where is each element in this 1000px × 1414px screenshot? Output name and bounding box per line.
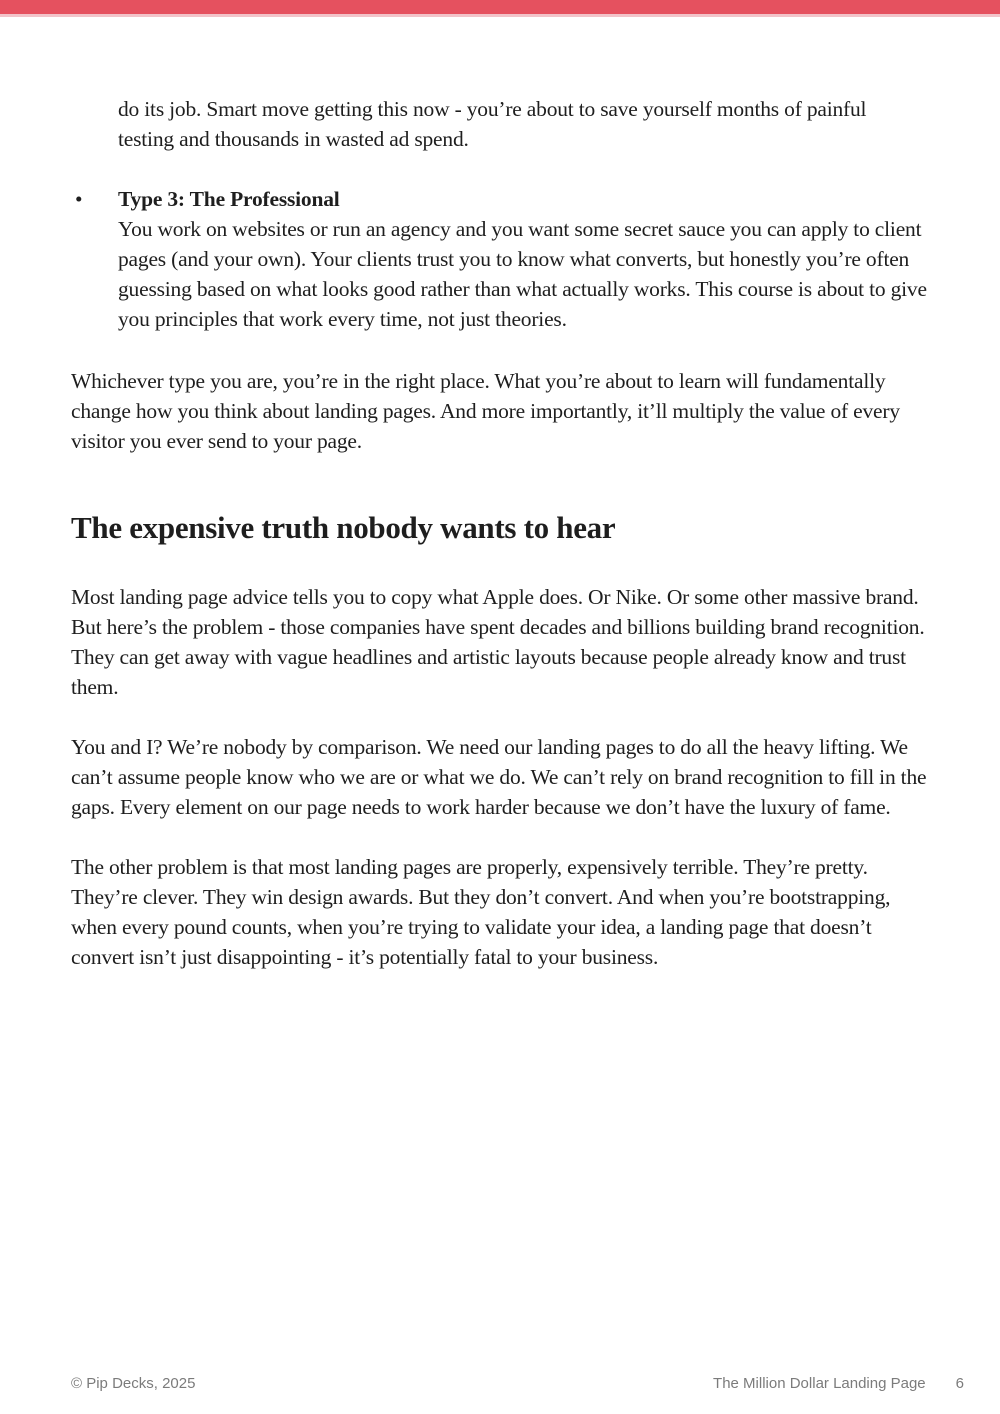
continuation-paragraph: do its job. Smart move getting this now - you’re about to save yourself months of painful testing and thousands in wasted ad spend. bbox=[118, 97, 867, 151]
bullet-item-type-3 bbox=[71, 184, 931, 334]
paragraph-you-and-i: You and I? We’re nobody by comparison. We need our landing pages to do all the heavy lifting. We can’t assume people know who we are or what we do. We can’t rely on brand recognition to fill in the gaps. Every element on our page needs to work harder because we don’t have the luxury of fame. bbox=[71, 735, 927, 819]
page-content bbox=[71, 94, 931, 1002]
section-heading: The expensive truth nobody wants to hear bbox=[71, 510, 616, 545]
footer-document-title: The Million Dollar Landing Page bbox=[713, 1375, 926, 1392]
bullet-title: Type 3: The Professional bbox=[118, 187, 340, 211]
bullet-body bbox=[118, 184, 931, 334]
paragraph-whichever-type: Whichever type you are, you’re in the right place. What you’re about to learn will fundamentally change how you think about landing pages. And more importantly, it’ll multiply the value of every visitor you ever send to your page. bbox=[71, 369, 900, 453]
bullet-marker: • bbox=[75, 187, 83, 211]
page-footer bbox=[71, 1375, 964, 1392]
footer-copyright: © Pip Decks, 2025 bbox=[71, 1375, 196, 1392]
bullet-text: You work on websites or run an agency and you want some secret sauce you can apply to client pages (and your own). Your clients trust you to know what converts, but honestly you’re often guessing based on what looks good rather than what actually works. This course is about to give you principles that work every time, not just theories. bbox=[118, 217, 927, 331]
top-accent-bar bbox=[0, 0, 1000, 17]
footer-page-number: 6 bbox=[955, 1375, 964, 1392]
footer-right bbox=[713, 1375, 964, 1392]
paragraph-other-problem: The other problem is that most landing pages are properly, expensively terrible. They’re pretty. They’re clever. They win design awards. But they don’t convert. And when you’re bootstrapping, when every pound counts, when you’re trying to validate your idea, a landing page that doesn’t convert isn’t just disappointing - it’s potentially fatal to your business. bbox=[71, 855, 891, 969]
paragraph-most-advice: Most landing page advice tells you to copy what Apple does. Or Nike. Or some other massive brand. But here’s the problem - those companies have spent decades and billions building brand recognition. They can get away with vague headlines and artistic layouts because people already know and trust them. bbox=[71, 585, 925, 699]
